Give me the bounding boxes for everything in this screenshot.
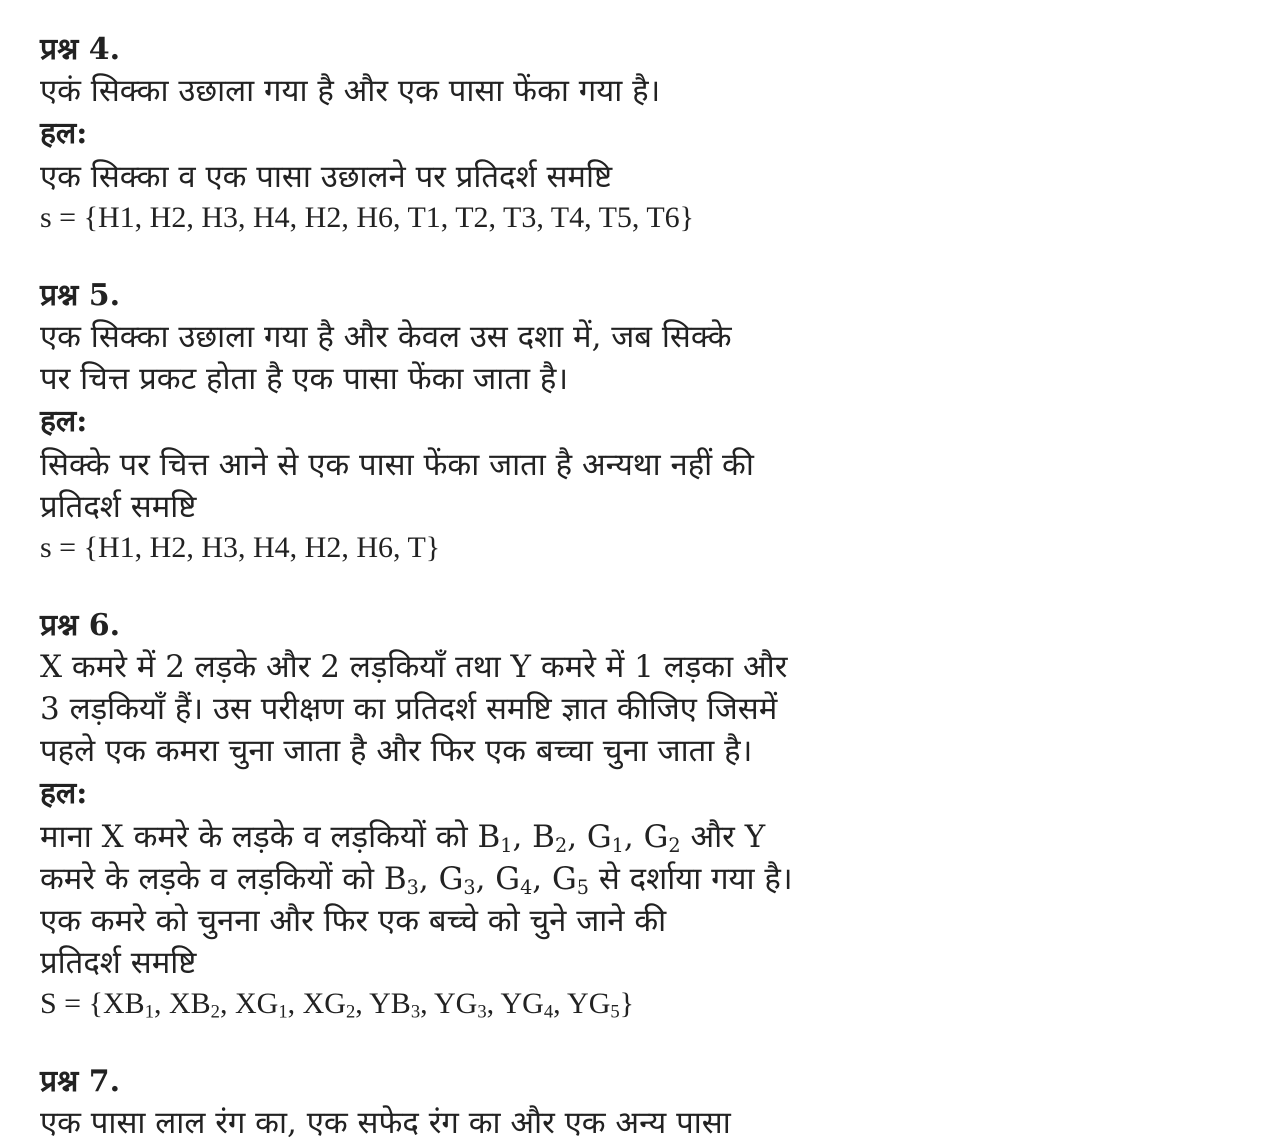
text-segment: से दर्शाया गया है। xyxy=(589,861,793,897)
question-text-line: 3 लड़कियाँ हैं। उस परीक्षण का प्रतिदर्श समष्टि ज्ञात कीजिए जिसमें xyxy=(40,691,778,727)
text-segment: , B xyxy=(512,819,555,855)
text-segment: और Y xyxy=(680,819,766,855)
solution-text-line xyxy=(40,858,1240,900)
solution-label: हल: xyxy=(40,116,88,151)
subscript-index: 5 xyxy=(610,1001,620,1023)
question-6 xyxy=(40,606,1240,1024)
solution-text-line: एक सिक्का व एक पासा उछालने पर प्रतिदर्श समष्टि xyxy=(40,159,613,195)
solution-text-line: प्रतिदर्श समष्टि xyxy=(40,945,197,981)
sample-space-set: s = {H1, H2, H3, H4, H2, H6, T1, T2, T3, T4, T5, T6} xyxy=(40,201,695,234)
subscript-index: 2 xyxy=(210,1001,220,1023)
text-segment: S = {XB xyxy=(40,987,145,1020)
text-segment: , G xyxy=(418,861,464,897)
subscript-index: 4 xyxy=(543,1001,554,1023)
solution-text-line: एक कमरे को चुनना और फिर एक बच्चे को चुने जाने की xyxy=(40,903,667,939)
subscript-index: 2 xyxy=(668,833,681,857)
subscript-index: 5 xyxy=(576,875,589,899)
question-text-line: एक सिक्का उछाला गया है और केवल उस दशा में, जब सिक्के xyxy=(40,319,732,355)
text-segment: , YG xyxy=(486,987,544,1020)
spacer xyxy=(40,238,1240,276)
question-text-line: पर चित्त प्रकट होता है एक पासा फेंका जाता है। xyxy=(40,361,569,397)
subscript-index: 2 xyxy=(554,833,568,857)
text-segment: कमरे के लड़के व लड़कियों को B xyxy=(40,861,407,897)
document-page xyxy=(40,30,1240,1144)
text-segment: , YG xyxy=(420,987,478,1020)
subscript-index: 1 xyxy=(278,1001,288,1023)
subscript-index: 2 xyxy=(345,1001,356,1023)
question-heading: प्रश्न 7. xyxy=(40,1064,121,1099)
spacer xyxy=(40,1024,1240,1062)
text-segment: , G xyxy=(532,861,577,897)
subscript-index: 1 xyxy=(611,833,624,857)
text-segment: , YG xyxy=(553,987,611,1020)
subscript-index: 3 xyxy=(410,1001,421,1023)
spacer xyxy=(40,568,1240,606)
subscript-index: 4 xyxy=(520,875,533,899)
solution-text-line: सिक्के पर चित्त आने से एक पासा फेंका जाता है अन्यथा नहीं की xyxy=(40,447,754,483)
question-text-line: X कमरे में 2 लड़के और 2 लड़कियाँ तथा Y कमरे में 1 लड़का और xyxy=(40,649,788,685)
subscript-index: 3 xyxy=(463,875,476,899)
question-text-line: पहले एक कमरा चुना जाता है और फिर एक बच्चा चुना जाता है। xyxy=(40,733,753,769)
subscript-index: 3 xyxy=(406,875,419,899)
subscript-index: 1 xyxy=(144,1001,154,1023)
solution-text-line xyxy=(40,816,1240,858)
text-segment: , G xyxy=(623,819,669,855)
question-7 xyxy=(40,1062,1240,1144)
question-4 xyxy=(40,30,1240,238)
text-segment: , YB xyxy=(355,987,411,1020)
question-5 xyxy=(40,276,1240,568)
question-heading: प्रश्न 6. xyxy=(40,608,121,643)
sample-space-set: s = {H1, H2, H3, H4, H2, H6, T} xyxy=(40,531,441,564)
question-text-line: एकं सिक्का उछाला गया है और एक पासा फेंका गया है। xyxy=(40,73,661,109)
sample-space-set xyxy=(40,984,1240,1024)
text-segment: , G xyxy=(475,861,521,897)
text-segment: , XB xyxy=(153,987,211,1020)
text-segment: माना X कमरे के लड़के व लड़कियों को B xyxy=(40,819,501,855)
solution-label: हल: xyxy=(40,776,88,811)
text-segment: } xyxy=(619,987,635,1020)
question-text-line: एक पासा लाल रंग का, एक सफेद रंग का और एक अन्य पासा xyxy=(40,1105,731,1141)
question-heading: प्रश्न 5. xyxy=(40,278,121,313)
solution-label: हल: xyxy=(40,404,88,439)
text-segment: , G xyxy=(567,819,612,855)
subscript-index: 1 xyxy=(500,833,513,857)
solution-text-line: प्रतिदर्श समष्टि xyxy=(40,489,197,525)
text-segment: , XG xyxy=(287,987,346,1020)
question-heading: प्रश्न 4. xyxy=(40,32,121,67)
subscript-index: 3 xyxy=(477,1001,487,1023)
text-segment: , XG xyxy=(219,987,279,1020)
